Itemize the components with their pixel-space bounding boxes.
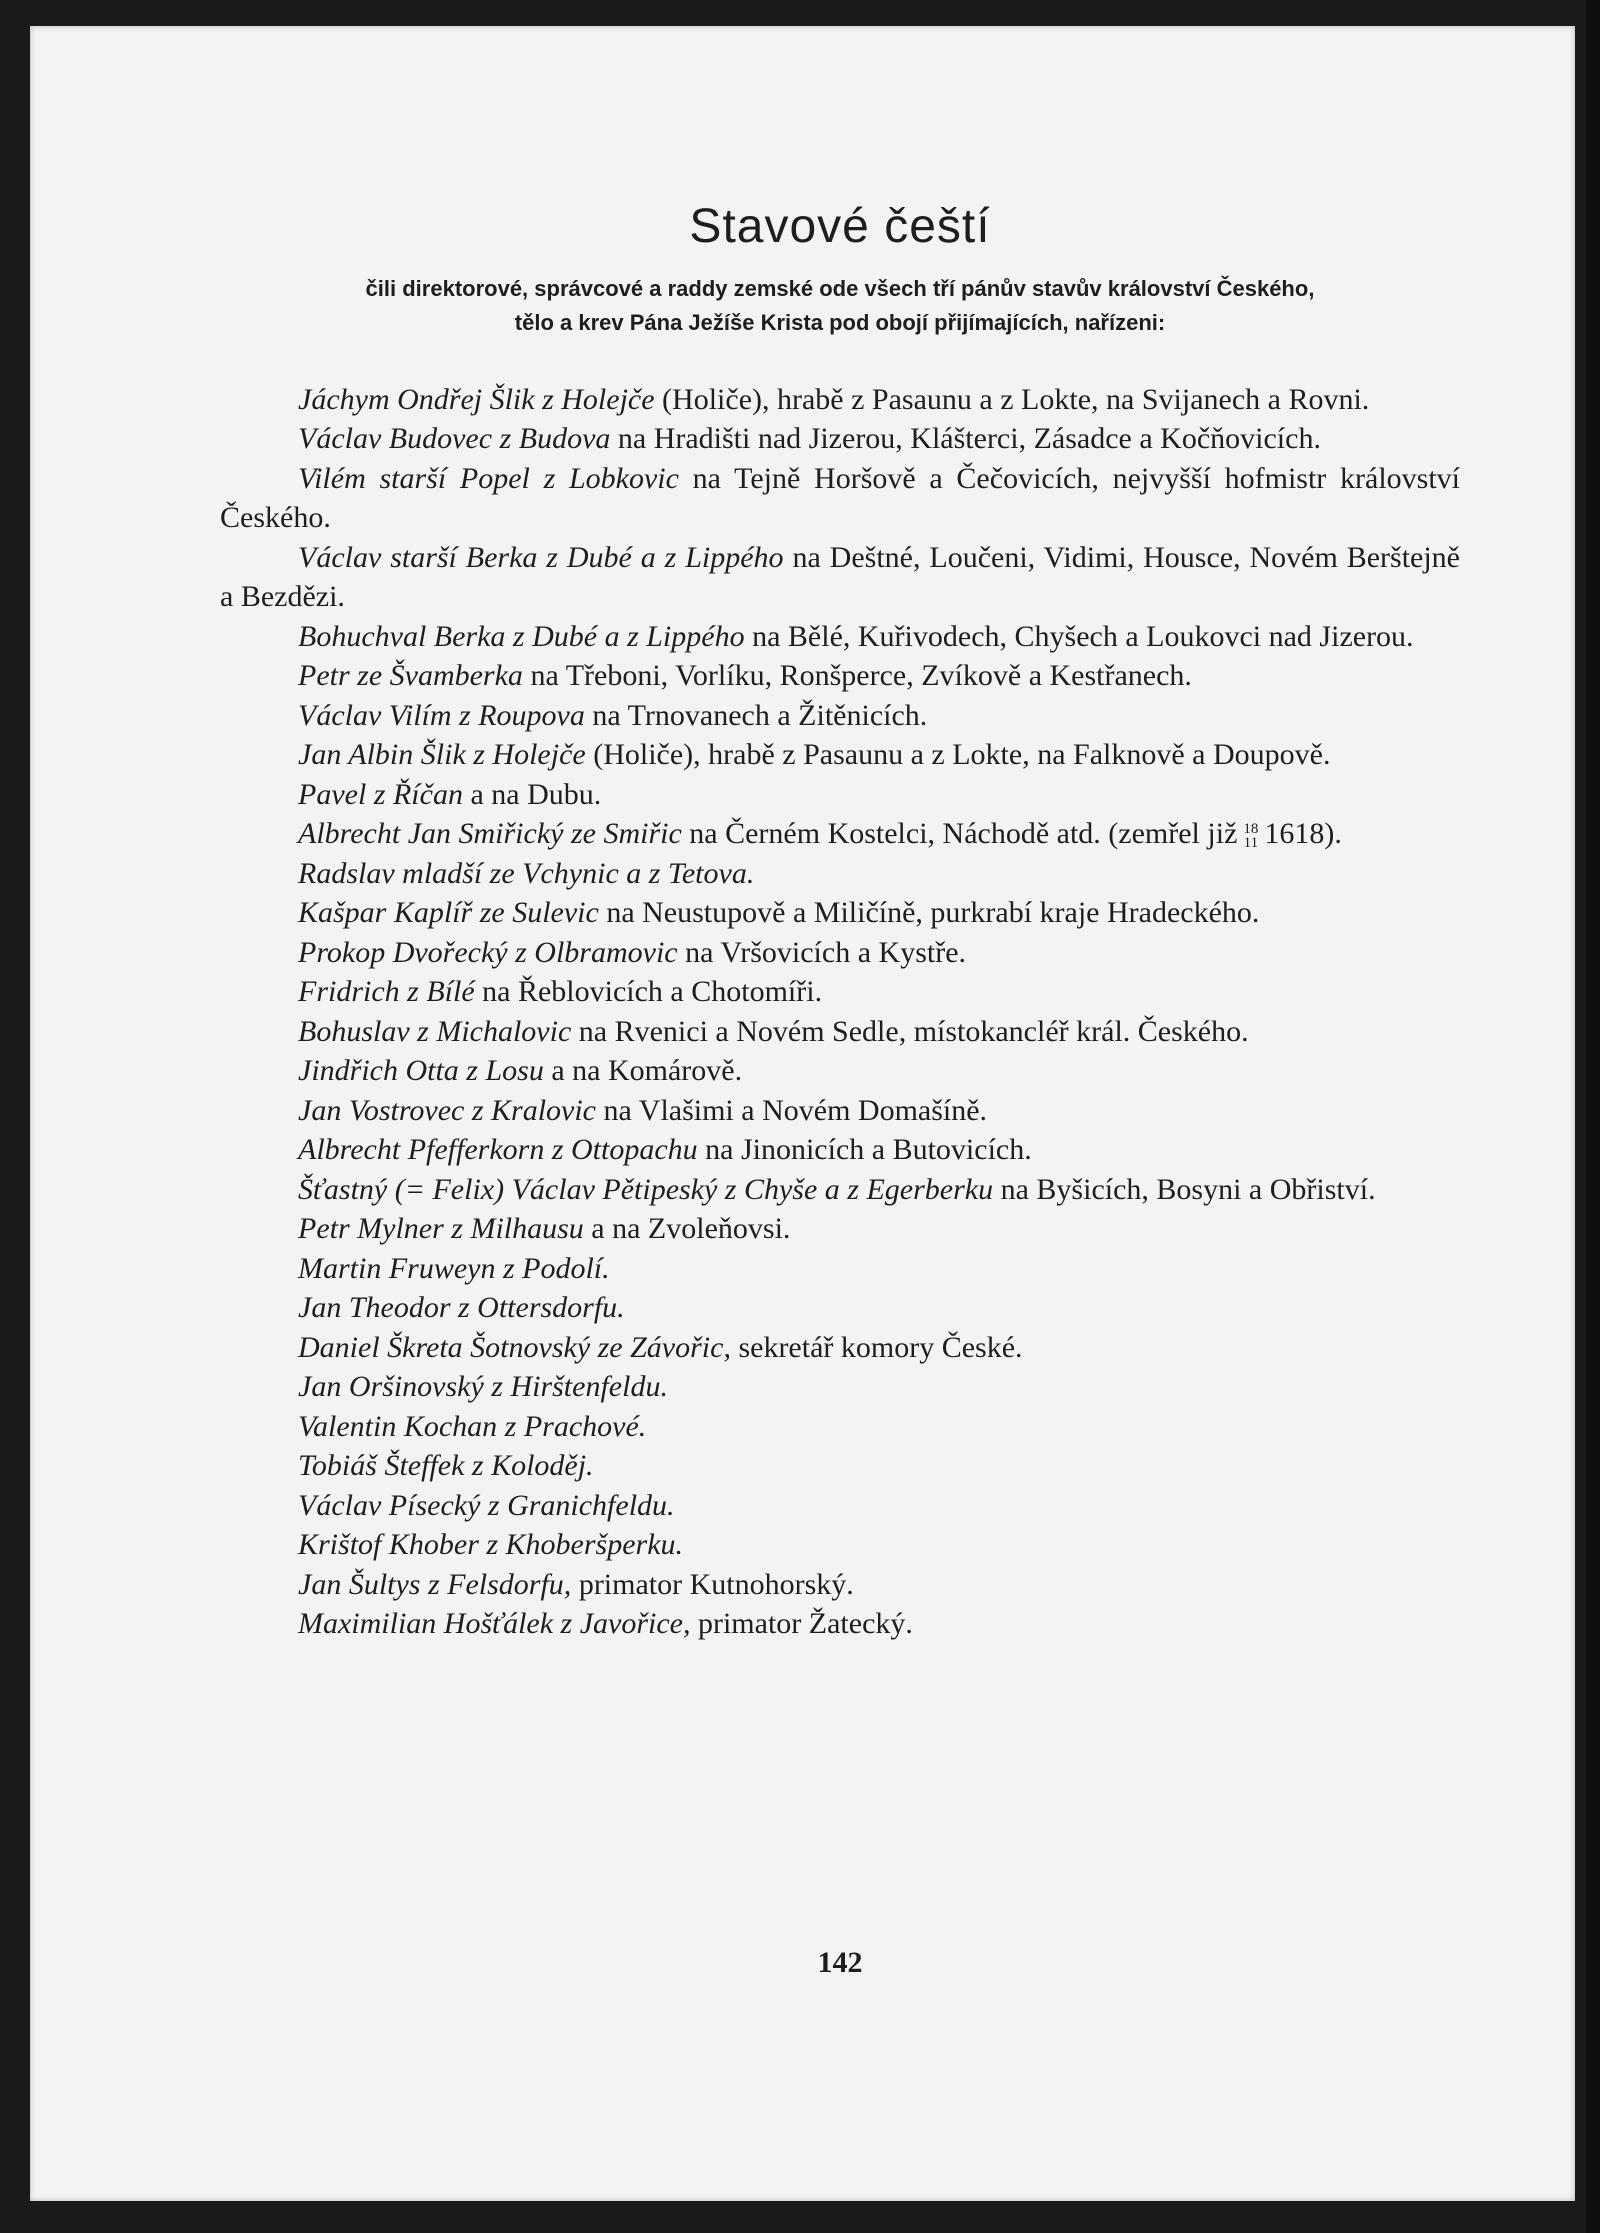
- entry-text: na Černém Kostelci, Náchodě atd. (zemřel již: [681, 817, 1238, 851]
- entry-text: na Bělé, Kuřivodech, Chyšech a Loukovci nad Jizerou.: [744, 619, 1414, 653]
- page-content: [220, 200, 1460, 1979]
- entry-text: na Jinonicích a Butovicích.: [697, 1133, 1032, 1167]
- person-name: Vilém starší Popel z Lobkovic: [298, 461, 679, 495]
- person-name: Krištof Khober z Khoberšperku.: [298, 1528, 684, 1562]
- entry-text: (Holiče), hrabě z Pasaunu a z Lokte, na Svijanech a Rovni.: [654, 382, 1370, 416]
- list-item: [220, 735, 1460, 775]
- entry-text: (Holiče), hrabě z Pasaunu a z Lokte, na Falknově a Doupově.: [585, 738, 1331, 772]
- person-name: Radslav mladší ze Vchynic a z Tetova.: [298, 856, 755, 890]
- entry-text: na Třeboni, Vorlíku, Ronšperce, Zvíkově a Kestřanech.: [522, 659, 1192, 693]
- scan-edge: [1586, 0, 1600, 2233]
- entry-text: na Trnovanech a Žitěnicích.: [584, 698, 928, 732]
- entry-text: na Vršovicích a Kystře.: [677, 935, 967, 969]
- list-item: [220, 1249, 1460, 1289]
- person-name: Jan Vostrovec z Kralovic: [298, 1093, 596, 1127]
- list-item: [220, 696, 1460, 736]
- person-name: Bohuslav z Michalovic: [298, 1014, 572, 1048]
- subtitle-line-1: čili direktorové, správcové a raddy zemské ode všech tří pánův stavův království Českého,: [365, 275, 1315, 301]
- person-name: Šťastný (= Felix) Václav Pětipeský z Chyše a z Egerberku: [298, 1172, 994, 1206]
- person-name: Prokop Dvořecký z Olbramovic: [298, 935, 678, 969]
- entry-text: a na Komárově.: [543, 1054, 743, 1088]
- list-item: [220, 972, 1460, 1012]
- list-item: [220, 1565, 1460, 1605]
- list-item: [220, 775, 1460, 815]
- person-name: Pavel z Říčan: [298, 777, 463, 811]
- person-name: Petr Mylner z Milhausu: [298, 1212, 584, 1246]
- person-name: Martin Fruweyn z Podolí.: [298, 1251, 610, 1285]
- list-item: [220, 1091, 1460, 1131]
- list-item: [220, 380, 1460, 420]
- list-item: [220, 893, 1460, 933]
- person-name: Bohuchval Berka z Dubé a z Lippého: [298, 619, 745, 653]
- entry-text: na Byšicích, Bosyni a Obřiství.: [993, 1172, 1376, 1206]
- person-name: Jan Albin Šlik z Holejče: [298, 738, 586, 772]
- book-page: [30, 26, 1575, 2201]
- person-name: Albrecht Jan Smiřický ze Smiřic: [298, 817, 682, 851]
- entry-text: na Hradišti nad Jizerou, Klášterci, Zásadce a Kočňovicích.: [610, 422, 1321, 456]
- list-item: [220, 1288, 1460, 1328]
- entry-text: sekretář komory České.: [730, 1330, 1023, 1364]
- estates-list: [220, 380, 1460, 1644]
- entry-text: a na Zvoleňovsi.: [583, 1212, 791, 1246]
- list-item: [220, 1209, 1460, 1249]
- list-item: [220, 1525, 1460, 1565]
- entry-text: na Tejně Horšově a Čečovicích, nejvyšší hofmistr království Českého.: [220, 461, 1460, 535]
- person-name: Jan Theodor z Ottersdorfu.: [298, 1291, 625, 1325]
- fraction-bottom: 11: [1243, 835, 1259, 852]
- person-name: Václav Písecký z Granichfeldu.: [298, 1488, 675, 1522]
- list-item: [220, 1051, 1460, 1091]
- person-name: Jan Šultys z Felsdorfu,: [298, 1567, 572, 1601]
- person-name: Václav Budovec z Budova: [298, 422, 611, 456]
- list-item: [220, 1407, 1460, 1447]
- list-item: [220, 854, 1460, 894]
- entry-text: a na Dubu.: [462, 777, 602, 811]
- list-item: [220, 933, 1460, 973]
- person-name: Daniel Škreta Šotnovský ze Závořic,: [298, 1330, 731, 1364]
- person-name: Maximilian Hošťálek z Javořice,: [298, 1607, 691, 1641]
- list-item: [220, 1130, 1460, 1170]
- list-item: [220, 814, 1460, 854]
- page-subtitle: [220, 272, 1460, 340]
- subtitle-line-2: tělo a krev Pána Ježíše Krista pod obojí přijímajících, nařízeni:: [514, 309, 1166, 335]
- list-item: [220, 1367, 1460, 1407]
- entry-text-after: 1618).: [1264, 817, 1342, 851]
- page-number: 142: [817, 1946, 863, 1979]
- list-item: [220, 1328, 1460, 1368]
- person-name: Tobiáš Šteffek z Koloděj.: [298, 1449, 594, 1483]
- entry-text: na Deštné, Loučeni, Vidimi, Housce, Novém Berštejně a Bezdězi.: [220, 540, 1460, 614]
- page-title: Stavové čeští: [689, 200, 991, 253]
- list-item: [220, 419, 1460, 459]
- person-name: Kašpar Kaplíř ze Sulevic: [298, 896, 599, 930]
- entry-text: na Řeblovicích a Chotomíři.: [474, 975, 823, 1009]
- person-name: Jindřich Otta z Losu: [298, 1054, 544, 1088]
- date-fraction: [1243, 822, 1258, 850]
- entry-text: primator Kutnohorský.: [571, 1567, 854, 1601]
- entry-text: na Neustupově a Miličíně, purkrabí kraje Hradeckého.: [598, 896, 1260, 930]
- list-item: [220, 1486, 1460, 1526]
- list-item: [220, 1012, 1460, 1052]
- list-item: [220, 459, 1460, 538]
- person-name: Valentin Kochan z Prachové.: [298, 1409, 647, 1443]
- entry-text: na Vlašimi a Novém Domašíně.: [596, 1093, 988, 1127]
- person-name: Fridrich z Bílé: [298, 975, 475, 1009]
- person-name: Jan Oršinovský z Hirštenfeldu.: [298, 1370, 668, 1404]
- entry-text: primator Žatecký.: [690, 1607, 913, 1641]
- person-name: Jáchym Ondřej Šlik z Holejče: [298, 382, 655, 416]
- person-name: Václav Vilím z Roupova: [298, 698, 585, 732]
- list-item: [220, 538, 1460, 617]
- list-item: [220, 1604, 1460, 1644]
- list-item: [220, 617, 1460, 657]
- person-name: Albrecht Pfefferkorn z Ottopachu: [298, 1133, 698, 1167]
- list-item: [220, 1446, 1460, 1486]
- fraction-top: 18: [1243, 821, 1259, 838]
- person-name: Petr ze Švamberka: [298, 659, 523, 693]
- list-item: [220, 656, 1460, 696]
- person-name: Václav starší Berka z Dubé a z Lippého: [298, 540, 784, 574]
- list-item: [220, 1170, 1460, 1210]
- entry-text: na Rvenici a Novém Sedle, místokancléř král. Českého.: [571, 1014, 1249, 1048]
